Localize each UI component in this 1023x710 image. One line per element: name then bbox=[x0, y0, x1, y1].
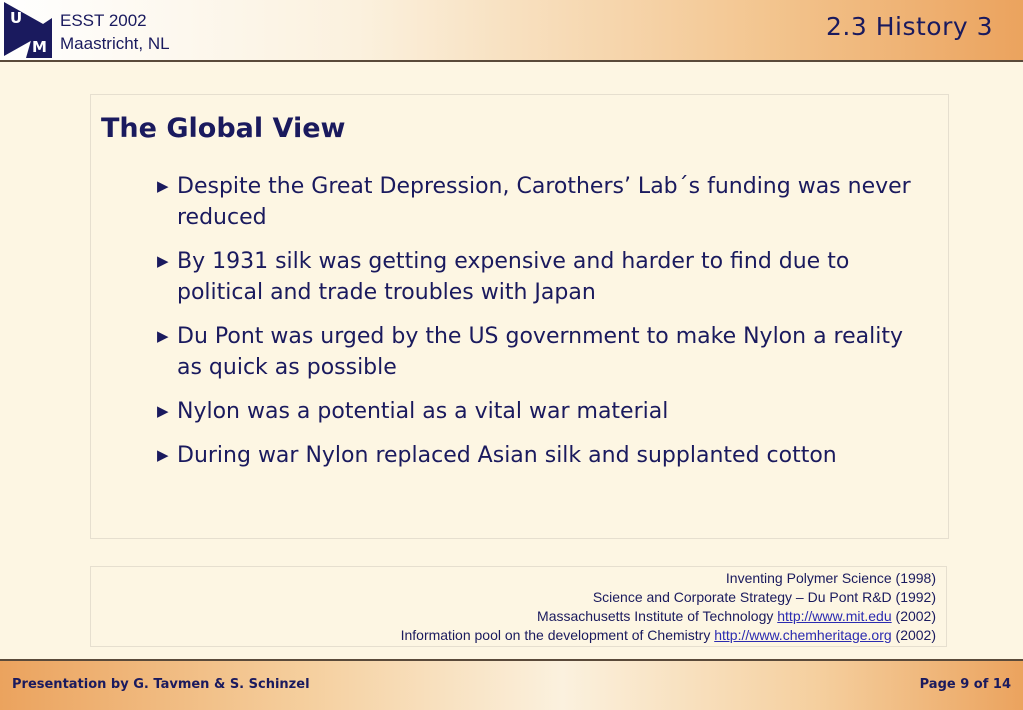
bullet-item bbox=[157, 440, 917, 471]
bullet-text: Nylon was a potential as a vital war material bbox=[177, 399, 669, 424]
logo-letter-u: U bbox=[10, 9, 23, 27]
bullet-text: Du Pont was urged by the US government to make Nylon a reality as quick as possible bbox=[177, 324, 903, 380]
header-bar bbox=[0, 0, 1023, 62]
bullet-arrow-icon: ▶ bbox=[157, 402, 169, 420]
chemheritage-link[interactable]: http://www.chemheritage.org bbox=[714, 627, 892, 643]
content-title: The Global View bbox=[101, 113, 346, 144]
bullet-arrow-icon: ▶ bbox=[157, 327, 169, 345]
bullet-arrow-icon: ▶ bbox=[157, 252, 169, 270]
bullet-item bbox=[157, 246, 917, 308]
presenter-credit: Presentation by G. Tavmen & S. Schinzel bbox=[12, 677, 310, 692]
reference-3-text: Massachusetts Institute of Technology bbox=[537, 608, 774, 624]
reference-2: Science and Corporate Strategy – Du Pont R&D (1992) bbox=[592, 589, 936, 605]
university-logo-icon bbox=[4, 2, 52, 58]
org-line-1: ESST 2002 bbox=[60, 11, 147, 30]
organization-label bbox=[60, 9, 170, 55]
bullet-item bbox=[157, 171, 917, 233]
content-panel bbox=[90, 94, 949, 539]
reference-3-year: (2002) bbox=[895, 608, 936, 624]
reference-3 bbox=[91, 607, 936, 626]
bullet-arrow-icon: ▶ bbox=[157, 446, 169, 464]
logo-letter-m: M bbox=[32, 38, 47, 56]
footer-bar bbox=[0, 659, 1023, 710]
reference-1: Inventing Polymer Science (1998) bbox=[725, 570, 936, 586]
bullet-item bbox=[157, 396, 917, 427]
bullet-arrow-icon: ▶ bbox=[157, 177, 169, 195]
bullet-text: By 1931 silk was getting expensive and harder to find due to political and trade troubles with Japan bbox=[177, 249, 850, 305]
references-panel bbox=[90, 566, 947, 647]
reference-4 bbox=[91, 626, 936, 645]
bullet-item bbox=[157, 321, 917, 383]
page-indicator: Page 9 of 14 bbox=[919, 677, 1011, 692]
bullet-text: During war Nylon replaced Asian silk and supplanted cotton bbox=[177, 443, 837, 468]
bullet-text: Despite the Great Depression, Carothers’ Lab´s funding was never reduced bbox=[177, 174, 911, 230]
slide-title: 2.3 History 3 bbox=[826, 12, 993, 41]
mit-link[interactable]: http://www.mit.edu bbox=[777, 608, 892, 624]
reference-4-text: Information pool on the development of Chemistry bbox=[400, 627, 711, 643]
reference-4-year: (2002) bbox=[895, 627, 936, 643]
bullet-list bbox=[157, 171, 917, 484]
org-line-2: Maastricht, NL bbox=[60, 34, 170, 53]
